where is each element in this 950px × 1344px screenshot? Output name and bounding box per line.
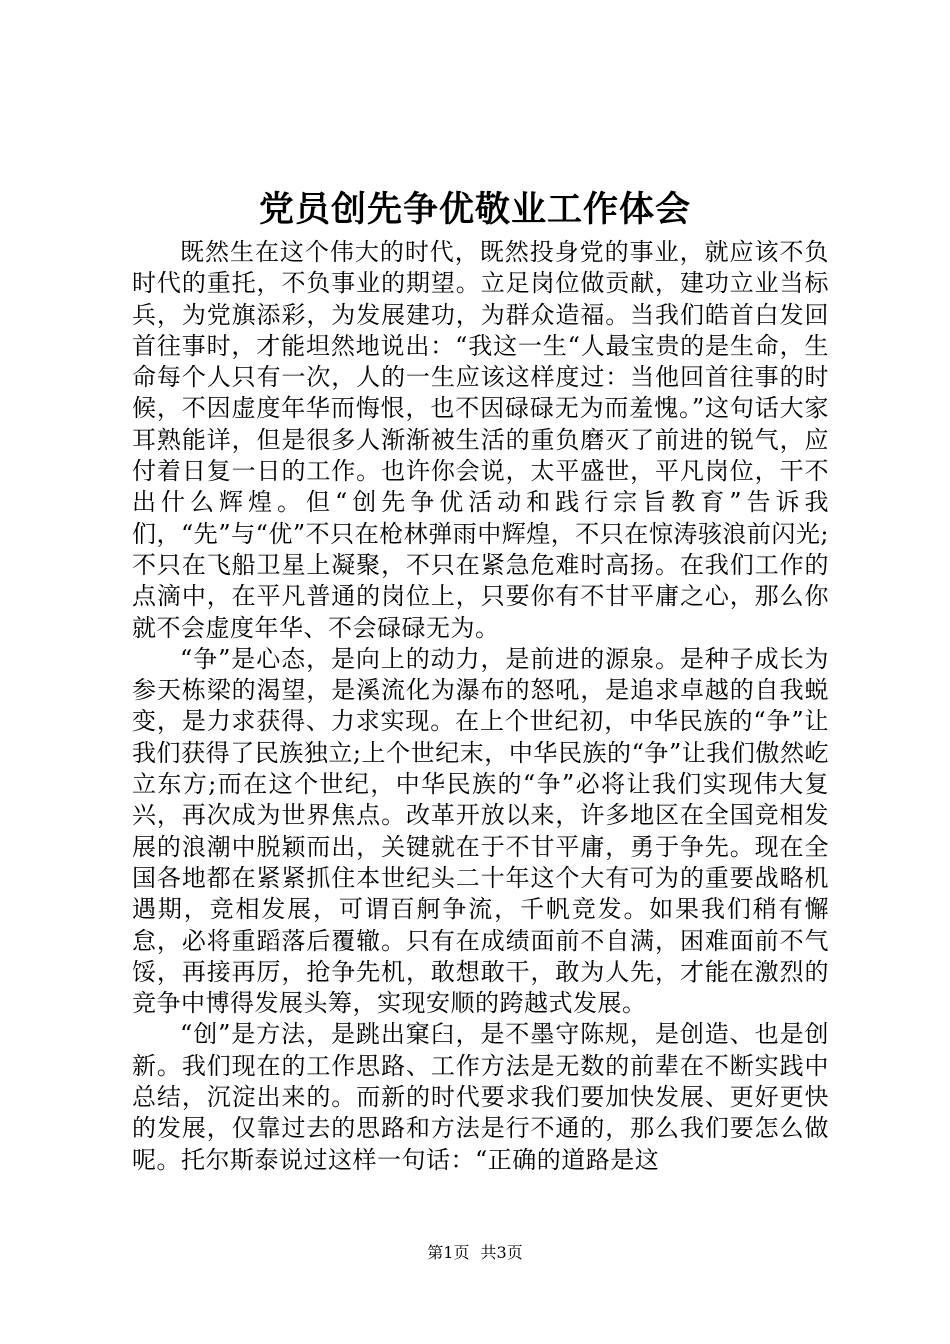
document-body (132, 237, 829, 1176)
page-number: 第1页 (427, 1243, 470, 1262)
paragraph-1: 既然生在这个伟大的时代，既然投身党的事业，就应该不负时代的重托，不负事业的期望。立足岗位做贡献，建功立业当标兵，为党旗添彩，为发展建功，为群众造福。当我们皓首白发回首往事时，才能坦然地说出：“我这一生“人最宝贵的是生命，生命每个人只有一次，人的一生应该这样度过：当他回首往事的时候，不因虚度年华而悔恨，也不因碌碌无为而羞愧。”这句话大家耳熟能详，但是很多人渐渐被生活的重负磨灭了前进的锐气，应付着日复一日的工作。也许你会说，太平盛世，平凡岗位，干不出什么辉煌。但“创先争优活动和践行宗旨教育”告诉我们，“先”与“优”不只在枪林弹雨中辉煌，不只在惊涛骇浪前闪光;不只在飞船卫星上凝聚，不只在紧急危难时高扬。在我们工作的点滴中，在平凡普通的岗位上，只要你有不甘平庸之心，那么你就不会虚度年华、不会碌碌无为。 (132, 238, 829, 642)
document-title: 党员创先争优敬业工作体会 (258, 189, 691, 230)
paragraph-2: “争”是心态，是向上的动力，是前进的源泉。是种子成长为参天栋梁的渴望，是溪流化为瀑布的怒吼，是追求卓越的自我蜕变，是力求获得、力求实现。在上个世纪初，中华民族的“争”让我们获得了民族独立;上个世纪末，中华民族的“争”让我们傲然屹立东方;而在这个世纪，中华民族的“争”必将让我们实现伟大复兴，再次成为世界焦点。改革开放以来，许多地区在全国竞相发展的浪潮中脱颖而出，关键就在于不甘平庸，勇于争先。现在全国各地都在紧紧抓住本世纪头二十年这个大有可为的重要战略机遇期，竞相发展，可谓百舸争流，千帆竞发。如果我们稍有懈怠，必将重蹈落后覆辙。只有在成绩面前不自满，困难面前不气馁，再接再厉，抢争先机，敢想敢干，敢为人先，才能在激烈的竞争中博得发展头筹，实现安顺的跨越式发展。 (132, 644, 829, 1018)
page-footer (0, 1242, 950, 1264)
paragraph-3: “创”是方法，是跳出窠臼，是不墨守陈规，是创造、也是创新。我们现在的工作思路、工作方法是无数的前辈在不断实践中总结，沉淀出来的。而新的时代要求我们要加快发展、更好更快的发展，仅靠过去的思路和方法是行不通的，那么我们要怎么做呢。托尔斯泰说过这样一句话：“正确的道路是这 (132, 1020, 829, 1174)
page-total: 共3页 (480, 1243, 523, 1262)
